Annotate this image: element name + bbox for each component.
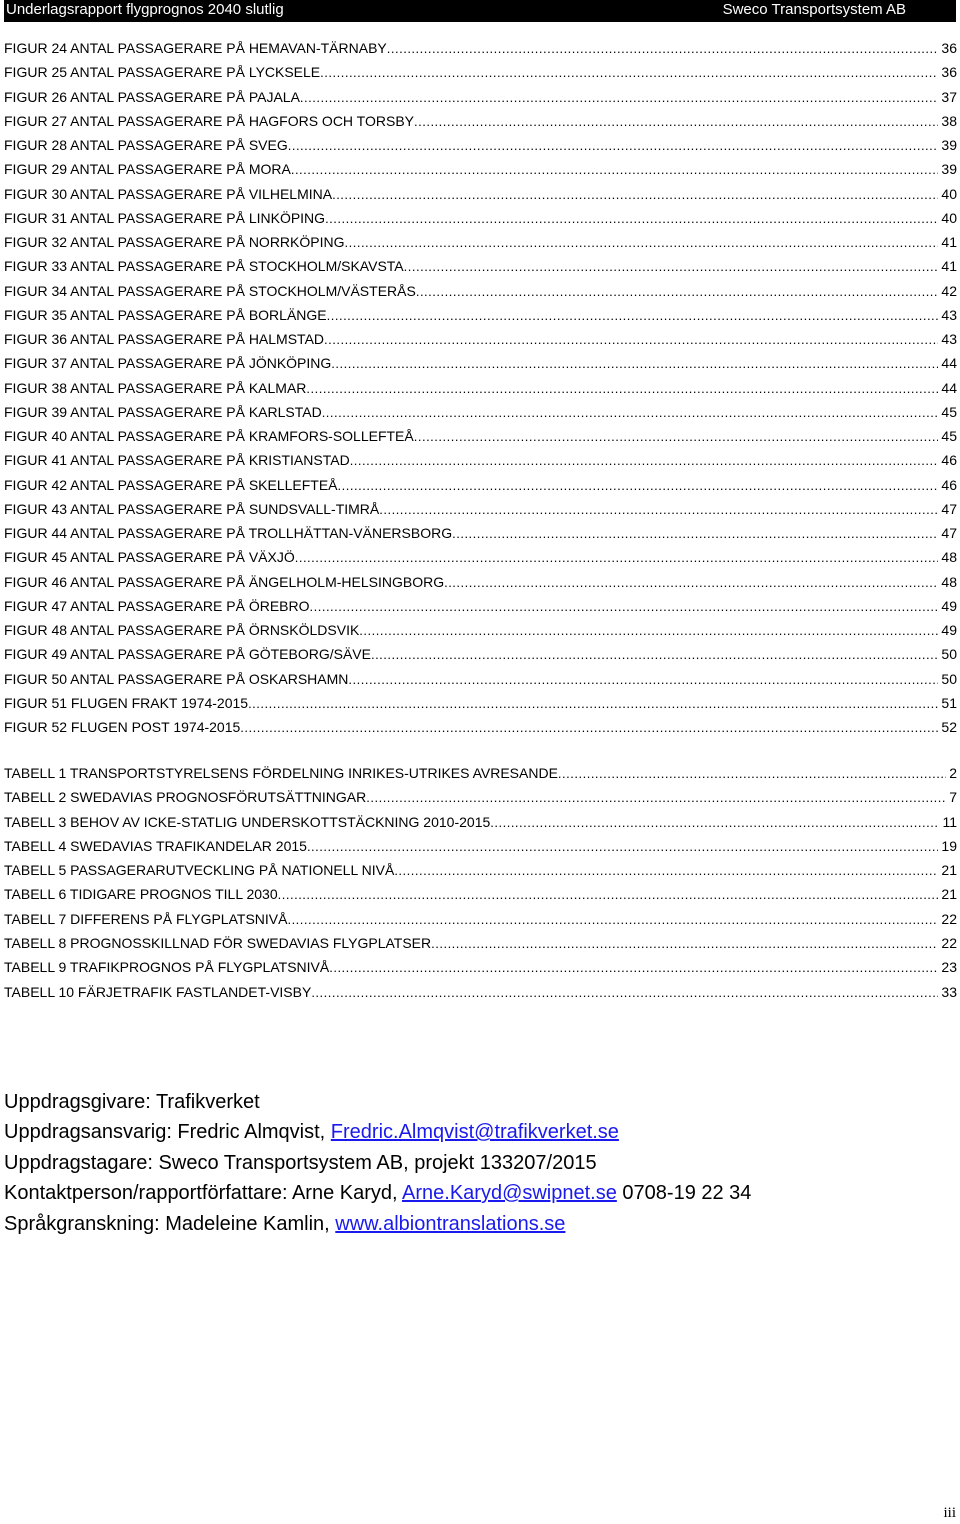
figure-toc-entry-page-number: 52 [941,719,957,735]
dot-leader [295,550,939,565]
table-toc-entry-page-number: 2 [949,765,957,781]
table-toc-entry-page-number: 21 [941,862,957,879]
figure-toc-entry-title: FIGUR 47 ANTAL PASSAGERARE PÅ ÖREBRO [4,597,310,614]
figure-toc-entry-title: FIGUR 39 ANTAL PASSAGERARE PÅ KARLSTAD [4,403,322,420]
dot-leader [366,790,946,805]
table-toc-entry[interactable] [4,911,957,935]
figure-toc-entry[interactable] [4,40,957,64]
figure-toc-entry[interactable] [4,622,957,646]
figure-toc-entry[interactable] [4,695,957,719]
table-toc-entry-title: TABELL 3 BEHOV AV ICKE-STATLIG UNDERSKOTTSTÄCKNING 2010-2015 [4,813,491,830]
figure-toc-entry-title: FIGUR 32 ANTAL PASSAGERARE PÅ NORRKÖPING [4,234,345,250]
figure-toc-entry-title: FIGUR 24 ANTAL PASSAGERARE PÅ HEMAVAN-TÄRNABY [4,40,387,56]
figure-toc-entry-title: FIGUR 51 FLUGEN FRAKT 1974-2015 [4,694,249,711]
dot-leader [431,936,938,951]
dot-leader [306,381,938,396]
dot-leader [416,284,939,299]
figure-toc-entry-title: FIGUR 35 ANTAL PASSAGERARE PÅ BORLÄNGE [4,306,327,323]
figure-toc-entry-title: FIGUR 38 ANTAL PASSAGERARE PÅ KALMAR [4,379,307,396]
header-company: Sweco Transportsystem AB [722,1,906,18]
table-toc-entry-title: TABELL 5 PASSAGERARUTVECKLING PÅ NATIONELL NIVÅ [4,862,395,879]
dot-leader [452,526,938,541]
figure-toc-entry[interactable] [4,234,957,258]
figure-toc-entry-page-number: 37 [941,88,957,105]
figure-toc-entry-title: FIGUR 25 ANTAL PASSAGERARE PÅ LYCKSELE [4,64,321,81]
figure-toc-entry[interactable] [4,210,957,234]
dot-leader [325,211,938,226]
figure-toc-entry-title: FIGUR 37 ANTAL PASSAGERARE PÅ JÖNKÖPING [4,355,332,372]
figure-toc-entry[interactable] [4,89,957,113]
figure-toc-entry[interactable] [4,574,957,598]
responsible-label: Uppdragsansvarig: Fredric Almqvist, [4,1121,331,1144]
table-toc-entry-page-number: 33 [941,983,957,1000]
dot-leader [324,332,938,347]
proofreading-website-link[interactable]: www.albiontranslations.se [335,1212,566,1235]
dot-leader [404,259,939,274]
table-toc-entry-title: TABELL 1 TRANSPORTSTYRELSENS FÖRDELNING INRIKES-UTRIKES AVRESANDE [4,765,558,781]
figure-toc-entry-page-number: 42 [941,282,957,299]
dot-leader [311,985,938,1000]
table-toc-entry-title: TABELL 6 TIDIGARE PROGNOS TILL 2030 [4,886,278,903]
dot-leader [379,502,938,517]
figure-toc-entry-page-number: 45 [941,403,957,420]
contact-phone: 0708-19 22 34 [616,1182,752,1205]
figure-toc-entry-title: FIGUR 48 ANTAL PASSAGERARE PÅ ÖRNSKÖLDSVIK [4,622,360,638]
figure-toc-entry-page-number: 51 [941,694,957,711]
figure-toc-entry[interactable] [4,452,957,476]
dot-leader [248,696,938,711]
figure-toc-entry[interactable] [4,646,957,670]
dot-leader [240,720,938,735]
figure-toc-entry-title: FIGUR 52 FLUGEN POST 1974-2015 [4,719,241,735]
figure-toc-entry[interactable] [4,428,957,452]
figure-list [4,40,957,743]
figure-toc-entry-title: FIGUR 27 ANTAL PASSAGERARE PÅ HAGFORS OCH TORSBY [4,112,414,129]
contact-info [4,1087,944,1239]
figure-toc-entry-page-number: 44 [941,379,957,396]
dot-leader [287,912,938,927]
table-toc-entry-title: TABELL 10 FÄRJETRAFIK FASTLANDET-VISBY [4,983,312,1000]
figure-toc-entry-title: FIGUR 26 ANTAL PASSAGERARE PÅ PAJALA [4,88,300,105]
header-report-title: Underlagsrapport flygprognos 2040 slutlig [6,1,284,18]
figure-toc-entry[interactable] [4,258,957,282]
dot-leader [558,766,946,781]
dot-leader [278,887,939,902]
figure-toc-entry[interactable] [4,64,957,88]
table-toc-entry-title: TABELL 7 DIFFERENS PÅ FLYGPLATSNIVÅ [4,910,288,927]
figure-toc-entry-title: FIGUR 41 ANTAL PASSAGERARE PÅ KRISTIANSTAD [4,452,350,469]
figure-toc-entry[interactable] [4,137,957,161]
table-toc-entry[interactable] [4,862,957,886]
table-toc-entry-page-number: 23 [941,959,957,976]
contact-label: Kontaktperson/rapportförfattare: Arne Karyd, [4,1182,403,1205]
figure-toc-entry[interactable] [4,719,957,743]
figure-toc-entry-title: FIGUR 46 ANTAL PASSAGERARE PÅ ÄNGELHOLM-HELSINGBORG [4,573,445,590]
proofreading-label: Språkgranskning: Madeleine Kamlin, [4,1212,336,1235]
dot-leader [444,575,938,590]
table-toc-entry-page-number: 21 [941,886,957,903]
figure-toc-entry[interactable] [4,549,957,573]
figure-toc-entry-title: FIGUR 50 ANTAL PASSAGERARE PÅ OSKARSHAMN [4,670,349,687]
proofreading-line [4,1209,944,1239]
figure-toc-entry-title: FIGUR 34 ANTAL PASSAGERARE PÅ STOCKHOLM/VÄSTERÅS [4,282,416,299]
figure-toc-entry-title: FIGUR 43 ANTAL PASSAGERARE PÅ SUNDSVALL-TIMRÅ [4,500,380,517]
figure-toc-entry-page-number: 40 [941,209,957,226]
table-toc-entry[interactable] [4,935,957,959]
figure-toc-entry[interactable] [4,186,957,210]
figure-toc-entry-page-number: 47 [941,500,957,517]
dot-leader [327,308,939,323]
figure-toc-entry-page-number: 50 [941,646,957,663]
dot-leader [338,478,939,493]
figure-toc-entry-page-number: 41 [941,234,957,250]
figure-toc-entry-page-number: 40 [941,185,957,202]
figure-toc-entry-page-number: 43 [941,331,957,347]
figure-toc-entry-page-number: 49 [941,622,957,638]
table-toc-entry-title: TABELL 8 PROGNOSSKILLNAD FÖR SWEDAVIAS FLYGPLATSER [4,935,432,952]
figure-toc-entry-page-number: 47 [941,525,957,541]
dot-leader [414,114,938,129]
table-toc-entry[interactable] [4,838,957,862]
figure-toc-entry-title: FIGUR 28 ANTAL PASSAGERARE PÅ SVEG [4,137,288,153]
table-toc-entry[interactable] [4,765,957,789]
figure-toc-entry-page-number: 41 [941,258,957,275]
figure-toc-entry[interactable] [4,283,957,307]
dot-leader [307,839,938,854]
figure-toc-entry-title: FIGUR 44 ANTAL PASSAGERARE PÅ TROLLHÄTTAN-VÄNERSBORG [4,525,453,541]
dot-leader [310,599,939,614]
figure-toc-entry[interactable] [4,671,957,695]
dot-leader [345,235,939,250]
figure-toc-entry-page-number: 38 [941,112,957,129]
contact-email-link[interactable]: Arne.Karyd@swipnet.se [402,1182,617,1205]
figure-toc-entry-title: FIGUR 36 ANTAL PASSAGERARE PÅ HALMSTAD [4,331,325,347]
contractor-line: Uppdragstagare: Sweco Transportsystem AB, projekt 133207/2015 [4,1151,597,1174]
figure-toc-entry-title: FIGUR 40 ANTAL PASSAGERARE PÅ KRAMFORS-SOLLEFTEÅ [4,428,414,444]
figure-toc-entry-page-number: 50 [941,670,957,687]
figure-toc-entry-page-number: 48 [941,573,957,590]
page-header [4,0,956,22]
figure-toc-entry-title: FIGUR 30 ANTAL PASSAGERARE PÅ VILHELMINA [4,185,333,202]
figure-toc-entry-title: FIGUR 29 ANTAL PASSAGERARE PÅ MORA [4,161,291,178]
figure-toc-entry-title: FIGUR 45 ANTAL PASSAGERARE PÅ VÄXJÖ [4,549,295,566]
table-toc-entry-page-number: 7 [949,789,957,806]
dot-leader [348,672,938,687]
figure-toc-entry-title: FIGUR 31 ANTAL PASSAGERARE PÅ LINKÖPING [4,209,326,226]
responsible-email-link[interactable]: Fredric.Almqvist@trafikverket.se [330,1121,619,1144]
dot-leader [331,356,938,371]
figure-toc-entry-page-number: 46 [941,452,957,469]
table-toc-entry-title: TABELL 2 SWEDAVIAS PROGNOSFÖRUTSÄTTNINGAR [4,789,367,806]
dot-leader [387,41,939,56]
dot-leader [320,65,938,80]
table-toc-entry-page-number: 11 [942,813,957,830]
table-toc-entry[interactable] [4,886,957,910]
dot-leader [350,453,939,468]
figure-toc-entry-page-number: 36 [941,64,957,81]
table-list [4,765,957,1008]
table-toc-entry-title: TABELL 4 SWEDAVIAS TRAFIKANDELAR 2015 [4,837,307,854]
dot-leader [371,647,938,662]
dot-leader [288,138,939,153]
figure-toc-entry[interactable] [4,331,957,355]
dot-leader [414,429,939,444]
table-toc-entry-page-number: 22 [941,910,957,927]
figure-toc-entry-page-number: 44 [941,355,957,372]
dot-leader [291,162,939,177]
figure-toc-entry-page-number: 43 [941,306,957,323]
figure-toc-entry-page-number: 39 [941,161,957,178]
dot-leader [359,623,938,638]
figure-toc-entry-title: FIGUR 49 ANTAL PASSAGERARE PÅ GÖTEBORG/SÄVE [4,646,371,663]
figure-toc-entry[interactable] [4,380,957,404]
figure-toc-entry-page-number: 39 [941,137,957,153]
dot-leader [332,187,938,202]
figure-toc-entry[interactable] [4,525,957,549]
figure-toc-entry-page-number: 49 [941,597,957,614]
client-line: Uppdragsgivare: Trafikverket [4,1091,260,1113]
dot-leader [394,863,938,878]
dot-leader [329,960,938,975]
table-toc-entry-title: TABELL 9 TRAFIKPROGNOS PÅ FLYGPLATSNIVÅ [4,959,330,976]
table-toc-entry-page-number: 19 [941,837,957,854]
table-toc-entry[interactable] [4,984,957,1008]
figure-toc-entry-title: FIGUR 42 ANTAL PASSAGERARE PÅ SKELLEFTEÅ [4,476,338,493]
figure-toc-entry[interactable] [4,113,957,137]
responsible-line [4,1117,944,1147]
figure-toc-entry-page-number: 46 [941,476,957,493]
figure-toc-entry-page-number: 48 [941,549,957,566]
figure-toc-entry[interactable] [4,161,957,185]
contact-line [4,1178,944,1208]
figure-toc-entry[interactable] [4,355,957,379]
figure-toc-entry-page-number: 36 [941,40,957,56]
dot-leader [300,90,939,105]
table-toc-entry[interactable] [4,789,957,813]
table-toc-entry-page-number: 22 [941,935,957,952]
figure-toc-entry-page-number: 45 [941,428,957,444]
dot-leader [322,405,939,420]
table-toc-entry[interactable] [4,959,957,983]
figure-toc-entry[interactable] [4,598,957,622]
page-number: iii [943,1505,956,1521]
figure-toc-entry[interactable] [4,404,957,428]
figure-toc-entry-title: FIGUR 33 ANTAL PASSAGERARE PÅ STOCKHOLM/SKAVSTA [4,258,404,275]
figure-toc-entry[interactable] [4,307,957,331]
table-toc-entry[interactable] [4,814,957,838]
figure-toc-entry[interactable] [4,477,957,501]
figure-toc-entry[interactable] [4,501,957,525]
dot-leader [490,815,939,830]
